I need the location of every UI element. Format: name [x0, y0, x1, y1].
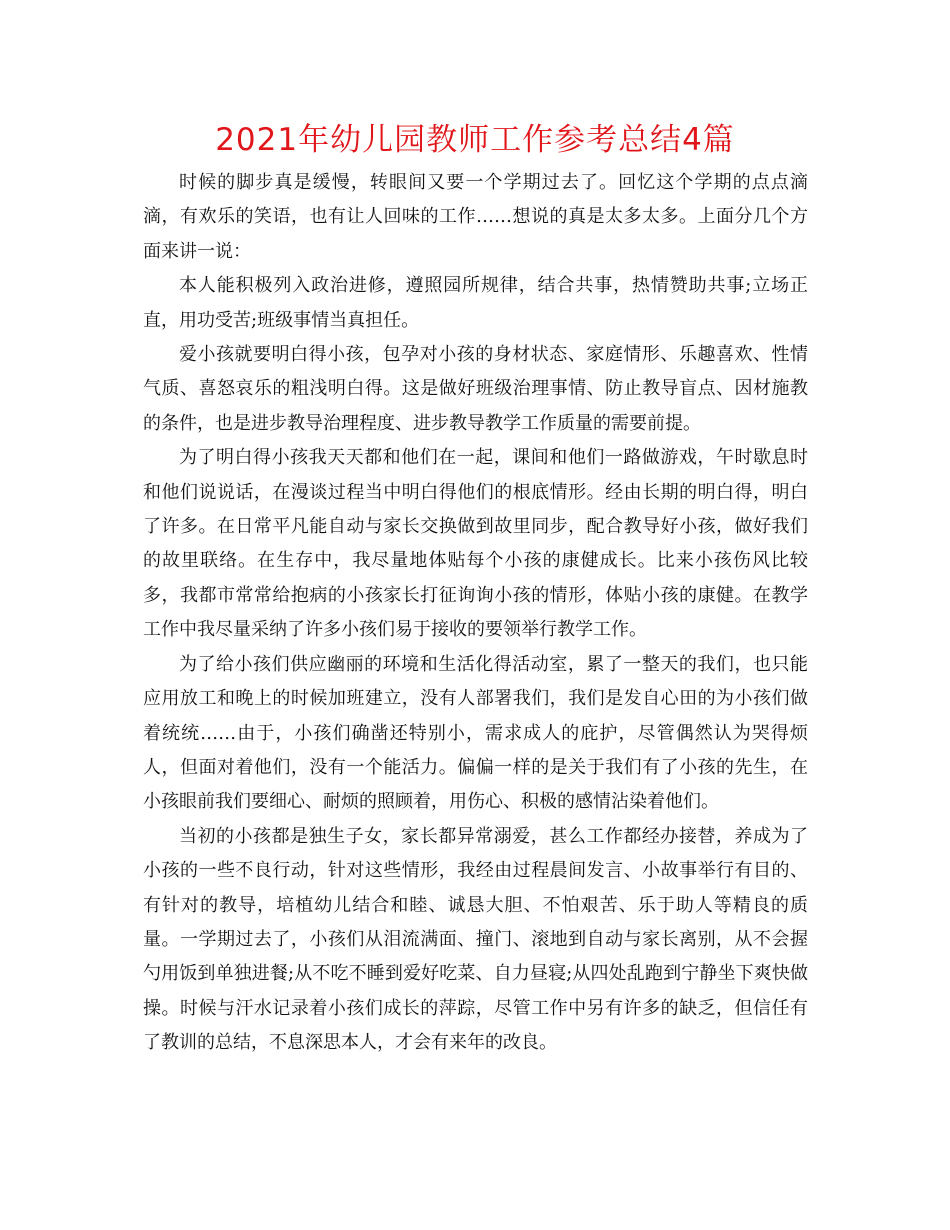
paragraph-2: 本人能积极列入政治进修，遵照园所规律，结合共事，热情赞助共事;立场正直，用功受苦;班级事情当真担任。: [143, 275, 808, 331]
paragraph-6: 当初的小孩都是独生子女，家长都异常溺爱，甚么工作都经办接替，养成为了小孩的一些不良行动，针对这些情形，我经由过程晨间发言、小故事举行有目的、有针对的教导，培植幼儿结合和睦、诚恳大胆、不怕艰苦、乐于助人等精良的质量。一学期过去了，小孩们从泪流满面、撞门、滚地到自动与家长离别，从不会握勺用饭到单独进餐;从不吃不睡到爱好吃菜、自力昼寝;从四处乱跑到宁静坐下爽快做操。时候与汗水记录着小孩们成长的萍踪，尽管工作中另有许多的缺乏，但信任有了教训的总结，不息深思本人，才会有来年的改良。: [143, 825, 808, 1054]
document-body: [143, 166, 808, 1061]
paragraph-4: 为了明白得小孩我天天都和他们在一起，课间和他们一路做游戏，午时歇息时和他们说说话，在漫谈过程当中明白得他们的根底情形。经由长期的明白得，明白了许多。在日常平凡能自动与家长交换做到故里同步，配合教导好小孩，做好我们的故里联络。在生存中，我尽量地体贴每个小孩的康健成长。比来小孩伤风比较多，我都市常常给抱病的小孩家长打征询询小孩的情形，体贴小孩的康健。在教学工作中我尽量采纳了许多小孩们易于接收的要领举行教学工作。: [143, 447, 808, 641]
document-title: 2021年幼儿园教师工作参考总结4篇: [215, 122, 735, 158]
paragraph-1: 时候的脚步真是缓慢，转眼间又要一个学期过去了。回忆这个学期的点点滴滴，有欢乐的笑语，也有让人回味的工作……想说的真是太多太多。上面分几个方面来讲一说：: [143, 172, 808, 262]
paragraph-3: 爱小孩就要明白得小孩，包孕对小孩的身材状态、家庭情形、乐趣喜欢、性情气质、喜怒哀乐的粗浅明白得。这是做好班级治理事情、防止教导盲点、因材施教的条件，也是进步教导治理程度、进步教导教学工作质量的需要前提。: [143, 344, 808, 434]
paragraph-5: 为了给小孩们供应幽丽的环境和生活化得活动室，累了一整天的我们，也只能应用放工和晚上的时候加班建立，没有人部署我们，我们是发自心田的为小孩们做着统统……由于，小孩们确凿还特别小，需求成人的庇护，尽管偶然认为哭得烦人，但面对着他们，没有一个能活力。偏偏一样的是关于我们有了小孩的先生，在小孩眼前我们要细心、耐烦的照顾着，用伤心、积极的感情沾染着他们。: [143, 653, 808, 813]
